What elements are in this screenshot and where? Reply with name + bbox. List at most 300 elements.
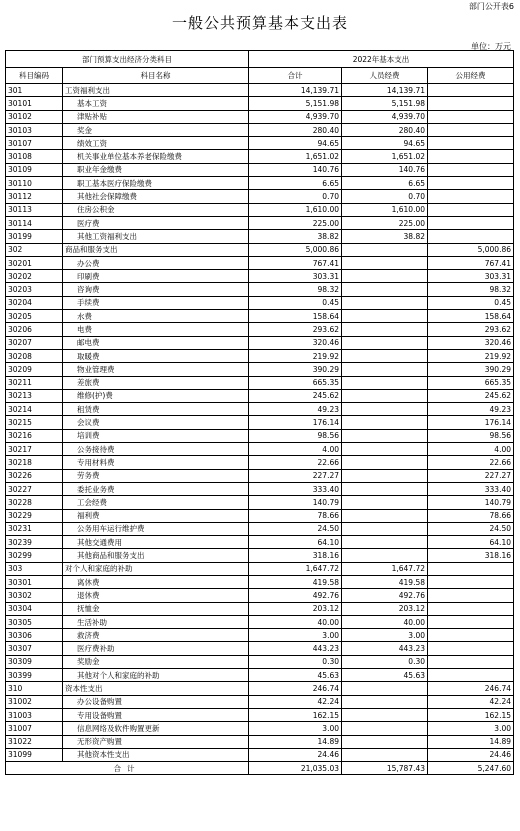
row-code: 31022 [6, 735, 63, 748]
header-total: 合计 [249, 68, 342, 84]
row-name: 医疗费补助 [63, 642, 249, 655]
row-name: 离休费 [63, 575, 249, 588]
row-name: 办公费 [63, 256, 249, 269]
row-name: 咨询费 [63, 283, 249, 296]
row-total: 0.70 [249, 190, 342, 203]
row-code: 30213 [6, 389, 63, 402]
row-code: 31099 [6, 748, 63, 761]
row-name: 职业年金缴费 [63, 163, 249, 176]
row-personnel [342, 243, 428, 256]
row-name: 邮电费 [63, 336, 249, 349]
row-name: 培训费 [63, 429, 249, 442]
row-code: 30206 [6, 323, 63, 336]
row-public [428, 230, 514, 243]
table-row [6, 695, 514, 708]
row-personnel [342, 403, 428, 416]
row-personnel [342, 256, 428, 269]
row-total: 3.00 [249, 722, 342, 735]
table-row [6, 748, 514, 761]
row-personnel: 419.58 [342, 575, 428, 588]
row-code: 30302 [6, 589, 63, 602]
row-total: 767.41 [249, 256, 342, 269]
table-row [6, 84, 514, 97]
row-public [428, 137, 514, 150]
row-personnel [342, 695, 428, 708]
row-total: 176.14 [249, 416, 342, 429]
row-public: 333.40 [428, 482, 514, 495]
row-personnel [342, 496, 428, 509]
row-name: 其他交通费用 [63, 536, 249, 549]
row-personnel [342, 522, 428, 535]
row-total: 225.00 [249, 216, 342, 229]
table-row [6, 97, 514, 110]
row-personnel [342, 349, 428, 362]
row-code: 30307 [6, 642, 63, 655]
row-code: 310 [6, 682, 63, 695]
row-total: 45.63 [249, 669, 342, 682]
row-personnel: 1,647.72 [342, 562, 428, 575]
row-code: 30217 [6, 443, 63, 456]
row-total: 219.92 [249, 349, 342, 362]
row-public: 162.15 [428, 708, 514, 721]
row-total: 203.12 [249, 602, 342, 615]
row-personnel [342, 389, 428, 402]
header-public: 公用经费 [428, 68, 514, 84]
row-personnel [342, 376, 428, 389]
row-code: 30218 [6, 456, 63, 469]
table-row [6, 216, 514, 229]
row-personnel [342, 482, 428, 495]
row-personnel: 0.70 [342, 190, 428, 203]
row-name: 手续费 [63, 296, 249, 309]
row-code: 30214 [6, 403, 63, 416]
row-total: 38.82 [249, 230, 342, 243]
row-name: 住房公积金 [63, 203, 249, 216]
row-personnel [342, 549, 428, 562]
row-name: 商品和服务支出 [63, 243, 249, 256]
row-public [428, 163, 514, 176]
row-code: 302 [6, 243, 63, 256]
table-row [6, 403, 514, 416]
row-personnel: 38.82 [342, 230, 428, 243]
table-row [6, 735, 514, 748]
table-row [6, 310, 514, 323]
table-row [6, 296, 514, 309]
row-personnel: 6.65 [342, 177, 428, 190]
row-name: 工会经费 [63, 496, 249, 509]
row-personnel: 94.65 [342, 137, 428, 150]
row-total: 320.46 [249, 336, 342, 349]
table-row [6, 137, 514, 150]
row-public [428, 655, 514, 668]
row-name: 办公设备购置 [63, 695, 249, 708]
row-personnel: 3.00 [342, 629, 428, 642]
table-row [6, 708, 514, 721]
row-name: 其他工资福利支出 [63, 230, 249, 243]
row-public: 158.64 [428, 310, 514, 323]
row-code: 30299 [6, 549, 63, 562]
row-personnel [342, 735, 428, 748]
table-row [6, 429, 514, 442]
table-row [6, 456, 514, 469]
row-code: 30205 [6, 310, 63, 323]
row-code: 30215 [6, 416, 63, 429]
row-total: 14,139.71 [249, 84, 342, 97]
row-public: 318.16 [428, 549, 514, 562]
table-row [6, 376, 514, 389]
row-name: 资本性支出 [63, 682, 249, 695]
row-public [428, 123, 514, 136]
row-total: 1,647.72 [249, 562, 342, 575]
row-personnel [342, 509, 428, 522]
row-name: 抚恤金 [63, 602, 249, 615]
row-public: 767.41 [428, 256, 514, 269]
row-name: 专用设备购置 [63, 708, 249, 721]
row-total: 245.62 [249, 389, 342, 402]
row-code: 30108 [6, 150, 63, 163]
row-name: 印刷费 [63, 270, 249, 283]
row-total: 24.46 [249, 748, 342, 761]
row-total: 419.58 [249, 575, 342, 588]
total-public: 5,247.60 [428, 762, 514, 775]
row-code: 30209 [6, 363, 63, 376]
row-public [428, 203, 514, 216]
row-name: 其他商品和服务支出 [63, 549, 249, 562]
row-name: 奖励金 [63, 655, 249, 668]
row-total: 390.29 [249, 363, 342, 376]
row-code: 30201 [6, 256, 63, 269]
row-code: 30305 [6, 615, 63, 628]
row-code: 30208 [6, 349, 63, 362]
table-row [6, 349, 514, 362]
row-name: 职工基本医疗保险缴费 [63, 177, 249, 190]
row-personnel [342, 270, 428, 283]
row-code: 30229 [6, 509, 63, 522]
header-name: 科目名称 [63, 68, 249, 84]
row-name: 绩效工资 [63, 137, 249, 150]
table-row [6, 669, 514, 682]
total-personnel: 15,787.43 [342, 762, 428, 775]
row-code: 30102 [6, 110, 63, 123]
header-personnel: 人员经费 [342, 68, 428, 84]
row-total: 94.65 [249, 137, 342, 150]
row-public: 390.29 [428, 363, 514, 376]
row-personnel: 1,610.00 [342, 203, 428, 216]
total-row [6, 762, 514, 775]
row-public: 140.79 [428, 496, 514, 509]
row-name: 奖金 [63, 123, 249, 136]
table-row [6, 496, 514, 509]
row-total: 98.32 [249, 283, 342, 296]
row-personnel: 45.63 [342, 669, 428, 682]
row-public [428, 97, 514, 110]
row-code: 30309 [6, 655, 63, 668]
row-personnel: 4,939.70 [342, 110, 428, 123]
row-public: 3.00 [428, 722, 514, 735]
row-personnel: 14,139.71 [342, 84, 428, 97]
row-public: 98.32 [428, 283, 514, 296]
row-name: 退休费 [63, 589, 249, 602]
row-personnel: 203.12 [342, 602, 428, 615]
row-name: 水费 [63, 310, 249, 323]
row-personnel: 0.30 [342, 655, 428, 668]
table-row [6, 389, 514, 402]
row-public: 320.46 [428, 336, 514, 349]
row-public: 219.92 [428, 349, 514, 362]
row-name: 劳务费 [63, 469, 249, 482]
table-row [6, 177, 514, 190]
row-total: 333.40 [249, 482, 342, 495]
row-code: 30110 [6, 177, 63, 190]
row-total: 1,651.02 [249, 150, 342, 163]
row-public: 227.27 [428, 469, 514, 482]
row-total: 140.76 [249, 163, 342, 176]
row-name: 福利费 [63, 509, 249, 522]
row-public: 246.74 [428, 682, 514, 695]
row-name: 其他对个人和家庭的补助 [63, 669, 249, 682]
table-row [6, 123, 514, 136]
row-name: 物业管理费 [63, 363, 249, 376]
page-label: 部门公开表6 [468, 2, 514, 11]
table-body [6, 84, 514, 762]
row-name: 机关事业单位基本养老保险缴费 [63, 150, 249, 163]
header-group-classification: 部门预算支出经济分类科目 [6, 51, 249, 68]
row-public [428, 177, 514, 190]
table-row [6, 615, 514, 628]
row-total: 280.40 [249, 123, 342, 136]
row-personnel [342, 748, 428, 761]
row-personnel [342, 323, 428, 336]
row-total: 0.30 [249, 655, 342, 668]
table-row [6, 469, 514, 482]
table-row [6, 203, 514, 216]
row-public: 78.66 [428, 509, 514, 522]
table-row [6, 522, 514, 535]
row-public: 5,000.86 [428, 243, 514, 256]
table-row [6, 536, 514, 549]
row-public: 64.10 [428, 536, 514, 549]
row-name: 电费 [63, 323, 249, 336]
row-total: 0.45 [249, 296, 342, 309]
row-code: 31007 [6, 722, 63, 735]
row-total: 40.00 [249, 615, 342, 628]
row-code: 30304 [6, 602, 63, 615]
row-code: 30112 [6, 190, 63, 203]
row-personnel [342, 310, 428, 323]
table-row [6, 642, 514, 655]
row-personnel [342, 682, 428, 695]
table-row [6, 323, 514, 336]
row-name: 公务接待费 [63, 443, 249, 456]
row-name: 津贴补贴 [63, 110, 249, 123]
row-code: 30107 [6, 137, 63, 150]
table-row [6, 509, 514, 522]
row-name: 其他资本性支出 [63, 748, 249, 761]
table-row [6, 589, 514, 602]
row-personnel [342, 443, 428, 456]
row-personnel: 443.23 [342, 642, 428, 655]
row-personnel: 225.00 [342, 216, 428, 229]
table-row [6, 283, 514, 296]
row-total: 303.31 [249, 270, 342, 283]
row-code: 30204 [6, 296, 63, 309]
row-personnel: 492.76 [342, 589, 428, 602]
row-personnel [342, 456, 428, 469]
row-name: 工资福利支出 [63, 84, 249, 97]
row-public: 176.14 [428, 416, 514, 429]
row-name: 差旅费 [63, 376, 249, 389]
row-code: 31003 [6, 708, 63, 721]
row-personnel [342, 416, 428, 429]
row-total: 4,939.70 [249, 110, 342, 123]
row-code: 30239 [6, 536, 63, 549]
row-total: 227.27 [249, 469, 342, 482]
row-public [428, 150, 514, 163]
row-code: 30231 [6, 522, 63, 535]
row-public: 293.62 [428, 323, 514, 336]
row-total: 140.79 [249, 496, 342, 509]
table-row [6, 243, 514, 256]
row-code: 301 [6, 84, 63, 97]
row-total: 5,151.98 [249, 97, 342, 110]
table-row [6, 150, 514, 163]
row-total: 4.00 [249, 443, 342, 456]
row-code: 30227 [6, 482, 63, 495]
row-code: 30202 [6, 270, 63, 283]
row-name: 取暖费 [63, 349, 249, 362]
row-name: 对个人和家庭的补助 [63, 562, 249, 575]
row-public: 665.35 [428, 376, 514, 389]
row-code: 30109 [6, 163, 63, 176]
row-total: 14.89 [249, 735, 342, 748]
row-total: 6.65 [249, 177, 342, 190]
row-personnel [342, 429, 428, 442]
header-group-basic-expenditure: 2022年基本支出 [249, 51, 514, 68]
row-public [428, 669, 514, 682]
table-row [6, 482, 514, 495]
row-public: 245.62 [428, 389, 514, 402]
table-row [6, 416, 514, 429]
row-public [428, 589, 514, 602]
table-row [6, 443, 514, 456]
row-total: 42.24 [249, 695, 342, 708]
row-name: 生活补助 [63, 615, 249, 628]
row-total: 49.23 [249, 403, 342, 416]
budget-table [5, 50, 514, 775]
row-name: 基本工资 [63, 97, 249, 110]
row-public: 24.46 [428, 748, 514, 761]
row-total: 98.56 [249, 429, 342, 442]
row-public: 14.89 [428, 735, 514, 748]
row-public: 98.56 [428, 429, 514, 442]
row-public: 303.31 [428, 270, 514, 283]
row-personnel [342, 469, 428, 482]
row-public [428, 84, 514, 97]
row-code: 30399 [6, 669, 63, 682]
row-public: 22.66 [428, 456, 514, 469]
row-public: 42.24 [428, 695, 514, 708]
row-code: 30101 [6, 97, 63, 110]
row-public [428, 642, 514, 655]
row-code: 30301 [6, 575, 63, 588]
table-row [6, 270, 514, 283]
table-row [6, 363, 514, 376]
row-code: 31002 [6, 695, 63, 708]
row-code: 303 [6, 562, 63, 575]
table-row [6, 230, 514, 243]
row-public [428, 602, 514, 615]
row-personnel: 5,151.98 [342, 97, 428, 110]
total-amount: 21,035.03 [249, 762, 342, 775]
row-public [428, 575, 514, 588]
row-personnel: 280.40 [342, 123, 428, 136]
row-total: 64.10 [249, 536, 342, 549]
row-total: 246.74 [249, 682, 342, 695]
table-row [6, 629, 514, 642]
row-total: 1,610.00 [249, 203, 342, 216]
row-total: 162.15 [249, 708, 342, 721]
total-label: 合计 [6, 762, 249, 775]
row-public [428, 615, 514, 628]
row-total: 492.76 [249, 589, 342, 602]
table-row [6, 256, 514, 269]
table-row [6, 110, 514, 123]
table-row [6, 336, 514, 349]
row-personnel: 140.76 [342, 163, 428, 176]
row-name: 医疗费 [63, 216, 249, 229]
row-personnel [342, 722, 428, 735]
row-public [428, 629, 514, 642]
row-public [428, 190, 514, 203]
table-row [6, 190, 514, 203]
table-row [6, 562, 514, 575]
row-public [428, 562, 514, 575]
row-personnel: 40.00 [342, 615, 428, 628]
row-name: 救济费 [63, 629, 249, 642]
row-public [428, 216, 514, 229]
row-public: 49.23 [428, 403, 514, 416]
row-personnel [342, 363, 428, 376]
row-public [428, 110, 514, 123]
row-name: 会议费 [63, 416, 249, 429]
row-personnel [342, 536, 428, 549]
row-total: 3.00 [249, 629, 342, 642]
row-total: 24.50 [249, 522, 342, 535]
row-total: 318.16 [249, 549, 342, 562]
row-code: 30207 [6, 336, 63, 349]
row-public: 4.00 [428, 443, 514, 456]
row-name: 公务用车运行维护费 [63, 522, 249, 535]
row-personnel [342, 283, 428, 296]
table-row [6, 722, 514, 735]
row-code: 30113 [6, 203, 63, 216]
page-title: 一般公共预算基本支出表 [171, 14, 348, 32]
row-code: 30211 [6, 376, 63, 389]
row-total: 293.62 [249, 323, 342, 336]
table-row [6, 163, 514, 176]
row-name: 租赁费 [63, 403, 249, 416]
row-personnel: 1,651.02 [342, 150, 428, 163]
row-personnel [342, 336, 428, 349]
row-total: 22.66 [249, 456, 342, 469]
row-code: 30306 [6, 629, 63, 642]
row-public: 0.45 [428, 296, 514, 309]
row-total: 78.66 [249, 509, 342, 522]
table-row [6, 682, 514, 695]
row-code: 30228 [6, 496, 63, 509]
row-code: 30199 [6, 230, 63, 243]
row-name: 维修(护)费 [63, 389, 249, 402]
